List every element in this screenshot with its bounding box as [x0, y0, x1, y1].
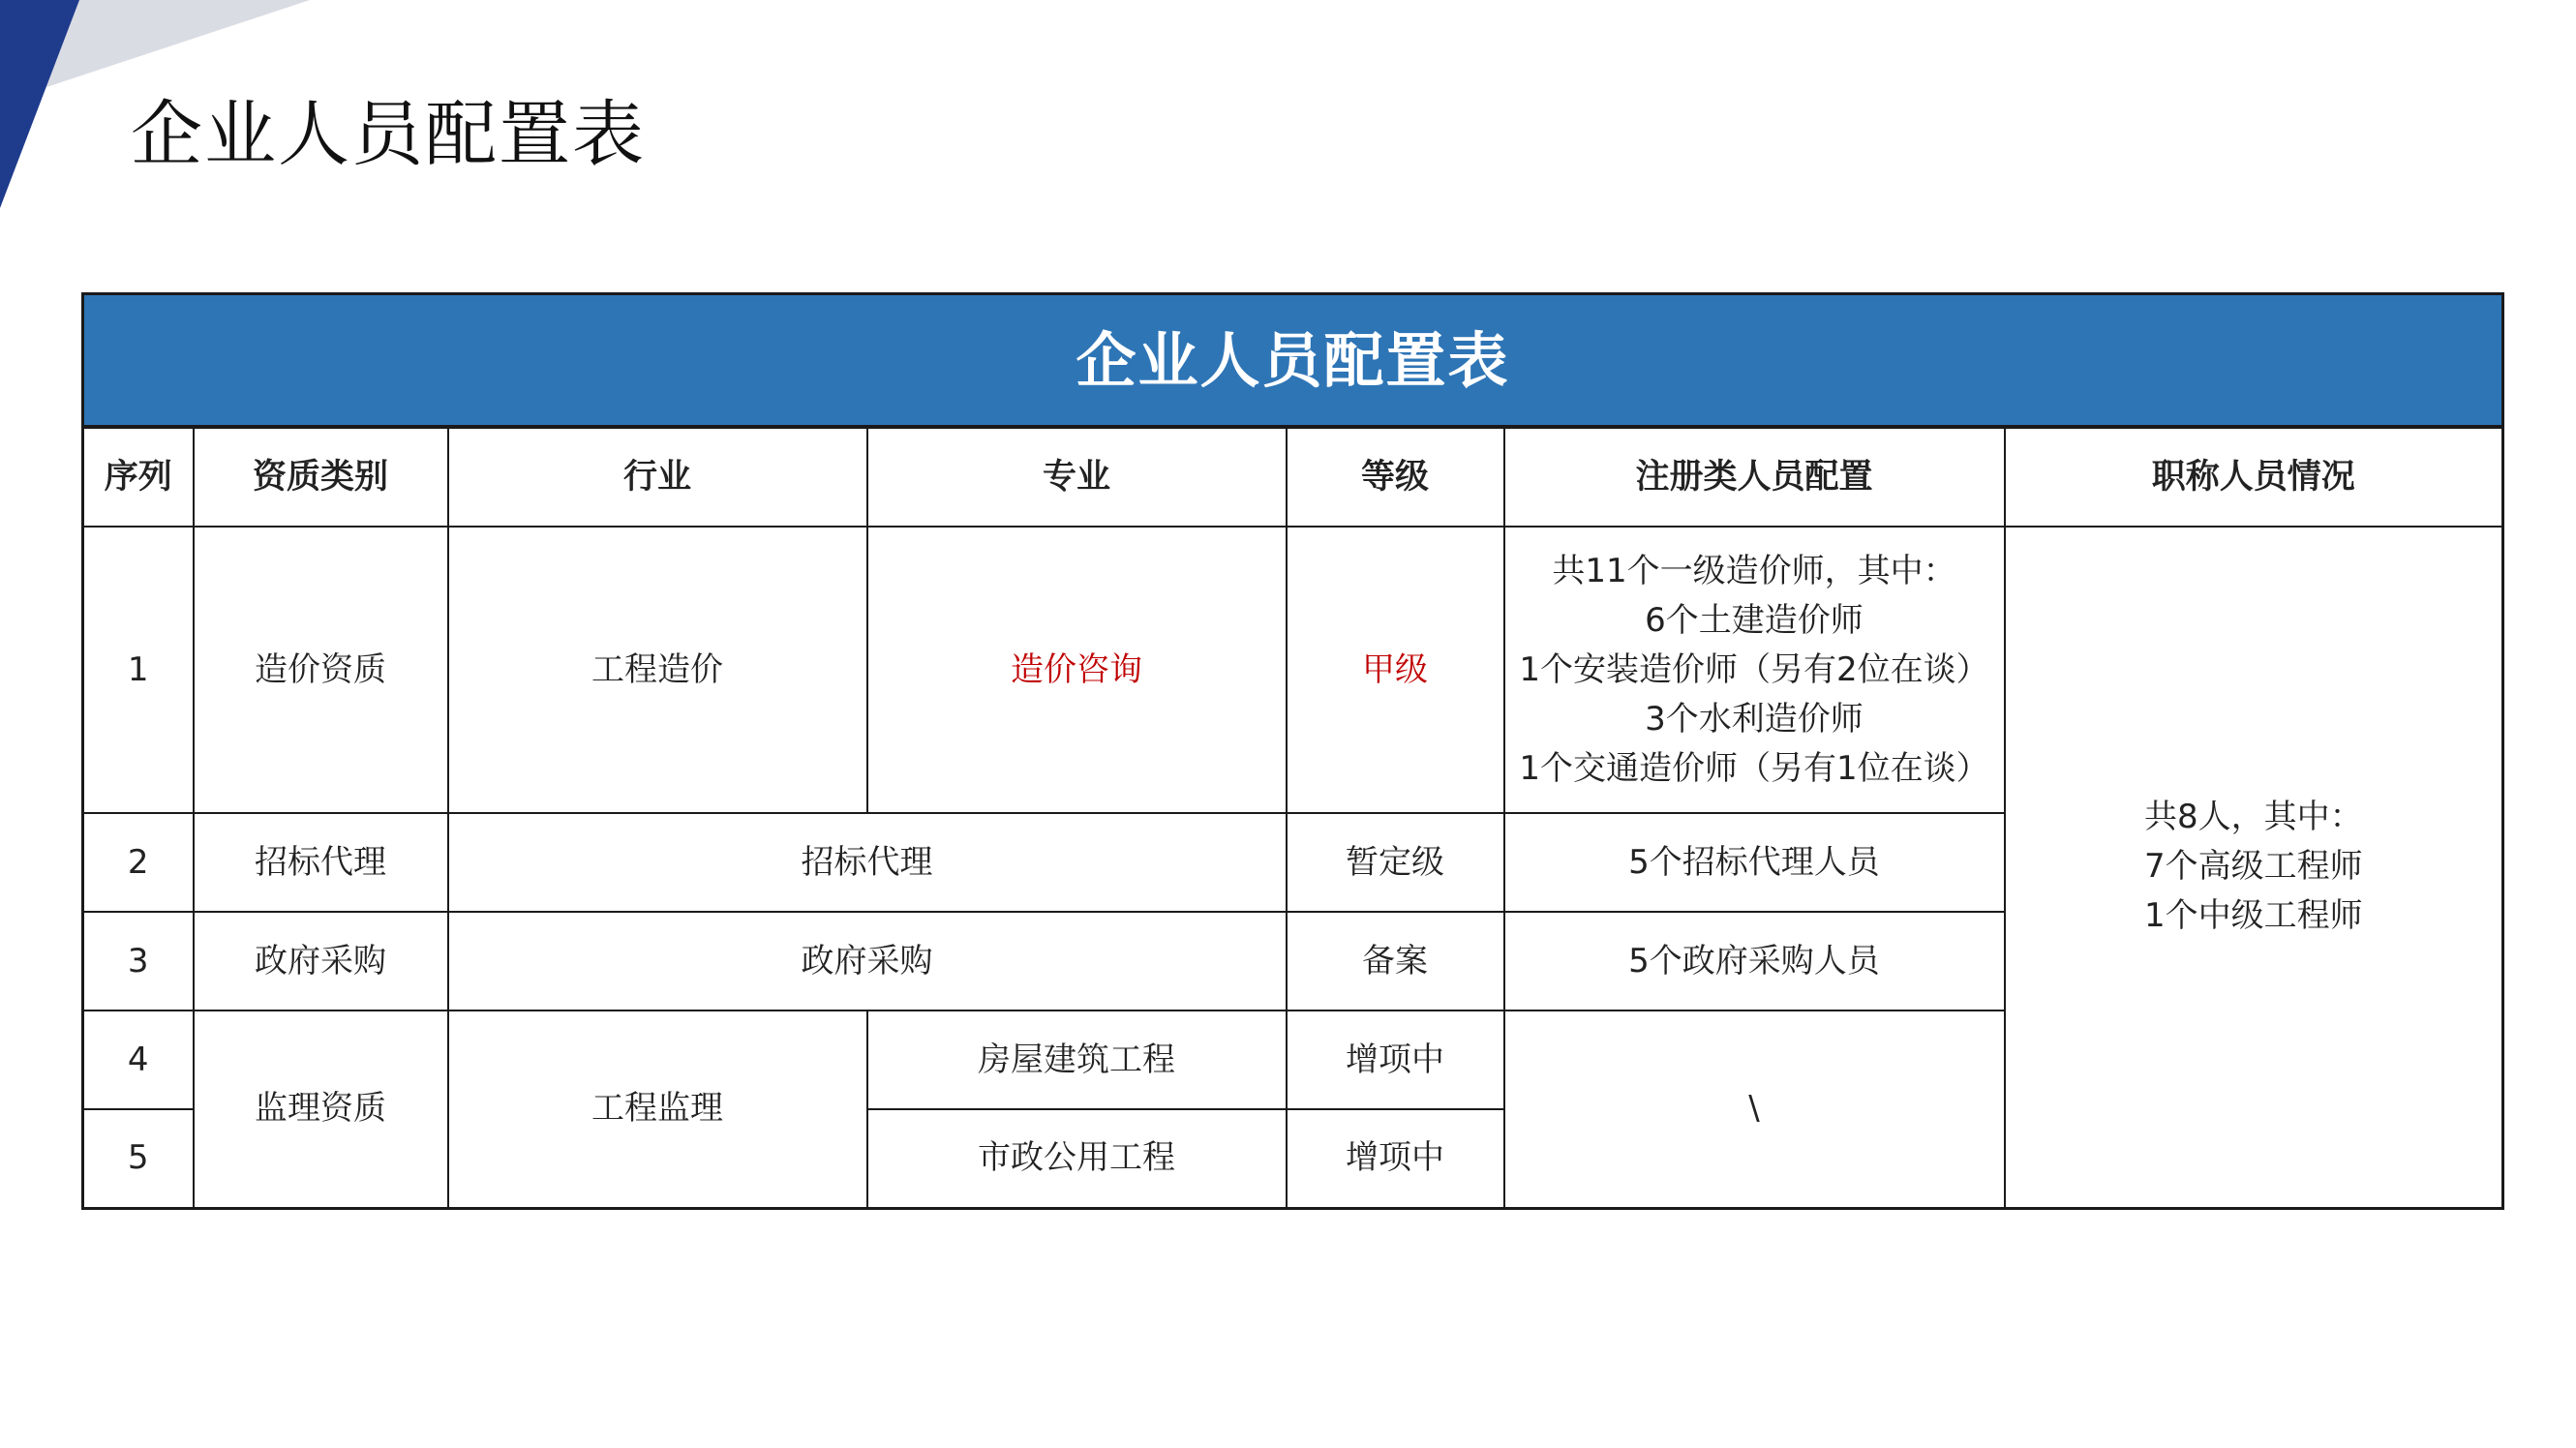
registered-line: 1个交通造价师（另有1位在谈） [1519, 748, 1989, 788]
header-industry: 行业 [448, 427, 867, 527]
page-title: 企业人员配置表 [131, 93, 646, 176]
cell-index: 2 [83, 813, 194, 912]
cell-major: 市政公用工程 [867, 1109, 1287, 1208]
cell-major: 房屋建筑工程 [867, 1011, 1287, 1109]
cell-industry: 工程监理 [448, 1011, 867, 1208]
registered-line: 1个安装造价师（另有2位在谈） [1519, 649, 1989, 689]
table-banner: 企业人员配置表 [83, 294, 2503, 428]
header-title-staff: 职称人员情况 [2005, 427, 2503, 527]
header-index: 序列 [83, 427, 194, 527]
title-staff-line: 1个中级工程师 [2143, 896, 2363, 936]
cell-category: 招标代理 [194, 813, 448, 912]
cell-grade: 增项中 [1287, 1011, 1504, 1109]
cell-grade: 暂定级 [1287, 813, 1504, 912]
cell-registered-staff [1504, 527, 2005, 813]
cell-grade: 备案 [1287, 912, 1504, 1011]
cell-registered-staff: 5个政府采购人员 [1504, 912, 2005, 1011]
table-row [83, 527, 2503, 813]
cell-index: 1 [83, 527, 194, 813]
cell-grade: 增项中 [1287, 1109, 1504, 1208]
table-banner-row [83, 294, 2503, 428]
cell-category: 造价资质 [194, 527, 448, 813]
cell-category: 政府采购 [194, 912, 448, 1011]
cell-registered-staff: \ [1504, 1011, 2005, 1208]
cell-registered-staff: 5个招标代理人员 [1504, 813, 2005, 912]
registered-line: 3个水利造价师 [1645, 699, 1864, 739]
cell-category: 监理资质 [194, 1011, 448, 1208]
header-registered-staff: 注册类人员配置 [1504, 427, 2005, 527]
header-category: 资质类别 [194, 427, 448, 527]
header-major: 专业 [867, 427, 1287, 527]
cell-industry-major: 政府采购 [448, 912, 1287, 1011]
cell-index: 3 [83, 912, 194, 1011]
cell-industry: 工程造价 [448, 527, 867, 813]
cell-grade: 甲级 [1287, 527, 1504, 813]
staff-config-table [81, 292, 2504, 1210]
cell-index: 5 [83, 1109, 194, 1208]
title-staff-line: 共8人，其中： [2143, 798, 2363, 837]
cell-title-staff [2005, 527, 2503, 1208]
header-grade: 等级 [1287, 427, 1504, 527]
cell-industry-major: 招标代理 [448, 813, 1287, 912]
registered-line: 6个土建造价师 [1645, 600, 1864, 640]
table-header-row [83, 427, 2503, 527]
cell-index: 4 [83, 1011, 194, 1109]
title-staff-line: 7个高级工程师 [2143, 847, 2363, 887]
cell-major: 造价咨询 [867, 527, 1287, 813]
registered-line: 共11个一级造价师，其中： [1552, 551, 1956, 590]
